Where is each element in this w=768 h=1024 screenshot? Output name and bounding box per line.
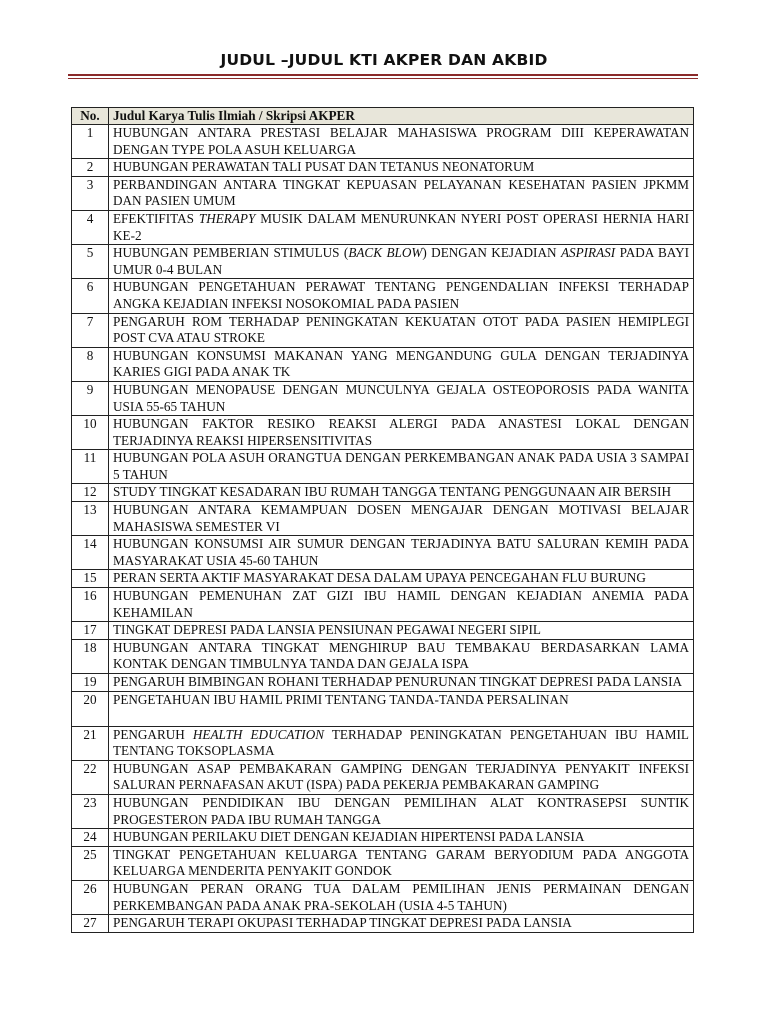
table-row	[72, 639, 694, 673]
title-text: HUBUNGAN PEMBERIAN STIMULUS (	[113, 245, 349, 261]
row-number: 2	[72, 159, 109, 177]
row-number: 1	[72, 125, 109, 159]
row-number: 9	[72, 381, 109, 415]
italic-term: BACK BLOW	[348, 245, 423, 261]
table-row	[72, 159, 694, 177]
page-title: JUDUL –JUDUL KTI AKPER DAN AKBID	[220, 51, 548, 69]
title-underline-thin	[68, 78, 698, 79]
italic-term: HEALTH EDUCATION	[192, 726, 325, 742]
row-number: 18	[72, 639, 109, 673]
title-text: MUSIK DALAM MENURUNKAN NYERI POST OPERASI HERNIA HARI KE-2	[113, 210, 690, 243]
table-row	[72, 691, 694, 726]
row-number: 3	[72, 176, 109, 210]
table-row	[72, 760, 694, 794]
table-row	[72, 245, 694, 279]
row-title: HUBUNGAN ANTARA PRESTASI BELAJAR MAHASISWA PROGRAM DIII KEPERAWATAN DENGAN TYPE POLA ASUH KELUARGA	[109, 125, 694, 159]
table-row	[72, 313, 694, 347]
row-number: 19	[72, 674, 109, 692]
row-number: 20	[72, 691, 109, 726]
table-row	[72, 502, 694, 536]
table-row	[72, 846, 694, 880]
italic-term: ASPIRASI	[560, 245, 616, 261]
table-row	[72, 416, 694, 450]
row-number: 5	[72, 245, 109, 279]
row-title: TINGKAT PENGETAHUAN KELUARGA TENTANG GARAM BERYODIUM PADA ANGGOTA KELUARGA MENDERITA PENYAKIT GONDOK	[109, 846, 694, 880]
row-title: HUBUNGAN PENGETAHUAN PERAWAT TENTANG PENGENDALIAN INFEKSI TERHADAP ANGKA KEJADIAN INFEKSI NOSOKOMIAL PADA PASIEN	[109, 279, 694, 313]
row-number: 13	[72, 502, 109, 536]
row-number: 24	[72, 829, 109, 847]
title-underline-thick	[68, 74, 698, 76]
row-title: HUBUNGAN PERAWATAN TALI PUSAT DAN TETANUS NEONATORUM	[109, 159, 694, 177]
row-title: PENGARUH TERAPI OKUPASI TERHADAP TINGKAT DEPRESI PADA LANSIA	[109, 915, 694, 933]
italic-term: THERAPY	[198, 210, 256, 226]
row-number: 12	[72, 484, 109, 502]
row-number: 26	[72, 880, 109, 914]
row-number: 10	[72, 416, 109, 450]
row-title	[109, 210, 694, 244]
row-number: 4	[72, 210, 109, 244]
row-title: HUBUNGAN KONSUMSI MAKANAN YANG MENGANDUNG GULA DENGAN TERJADINYA KARIES GIGI PADA ANAK TK	[109, 347, 694, 381]
table-row	[72, 450, 694, 484]
row-title: HUBUNGAN PERAN ORANG TUA DALAM PEMILIHAN JENIS PERMAINAN DENGAN PERKEMBANGAN PADA ANAK PRA-SEKOLAH (USIA 4-5 TAHUN)	[109, 880, 694, 914]
row-number: 7	[72, 313, 109, 347]
table-header-row	[72, 108, 694, 125]
row-number: 14	[72, 536, 109, 570]
row-title: PENGETAHUAN IBU HAMIL PRIMI TENTANG TANDA-TANDA PERSALINAN	[109, 691, 694, 726]
table-row	[72, 210, 694, 244]
row-title: TINGKAT DEPRESI PADA LANSIA PENSIUNAN PEGAWAI NEGERI SIPIL	[109, 622, 694, 640]
title-text: PADA BAYI UMUR 0-4 BULAN	[113, 245, 690, 277]
row-title: HUBUNGAN PEMENUHAN ZAT GIZI IBU HAMIL DENGAN KEJADIAN ANEMIA PADA KEHAMILAN	[109, 588, 694, 622]
row-title: HUBUNGAN MENOPAUSE DENGAN MUNCULNYA GEJALA OSTEOPOROSIS PADA WANITA USIA 55-65 TAHUN	[109, 381, 694, 415]
row-number: 25	[72, 846, 109, 880]
table-row	[72, 622, 694, 640]
row-title	[109, 726, 694, 760]
row-title: HUBUNGAN POLA ASUH ORANGTUA DENGAN PERKEMBANGAN ANAK PADA USIA 3 SAMPAI 5 TAHUN	[109, 450, 694, 484]
table-row	[72, 176, 694, 210]
table-row	[72, 794, 694, 828]
row-title: PERBANDINGAN ANTARA TINGKAT KEPUASAN PELAYANAN KESEHATAN PASIEN JPKMM DAN PASIEN UMUM	[109, 176, 694, 210]
table-row	[72, 880, 694, 914]
header-no: No.	[72, 108, 109, 125]
title-text: PENGARUH	[113, 726, 193, 742]
table-row	[72, 588, 694, 622]
row-title: PENGARUH ROM TERHADAP PENINGKATAN KEKUATAN OTOT PADA PASIEN HEMIPLEGI POST CVA ATAU STROKE	[109, 313, 694, 347]
row-number: 6	[72, 279, 109, 313]
row-title: STUDY TINGKAT KESADARAN IBU RUMAH TANGGA TENTANG PENGGUNAAN AIR BERSIH	[109, 484, 694, 502]
title-text: TERHADAP PENINGKATAN PENGETAHUAN IBU HAMIL TENTANG TOKSOPLASMA	[113, 726, 689, 759]
row-title: HUBUNGAN ANTARA TINGKAT MENGHIRUP BAU TEMBAKAU BERDASARKAN LAMA KONTAK DENGAN TIMBULNYA TANDA DAN GEJALA ISPA	[109, 639, 694, 673]
header-title: Judul Karya Tulis Ilmiah / Skripsi AKPER	[109, 108, 694, 125]
row-number: 22	[72, 760, 109, 794]
row-title: PERAN SERTA AKTIF MASYARAKAT DESA DALAM UPAYA PENCEGAHAN FLU BURUNG	[109, 570, 694, 588]
table-row	[72, 381, 694, 415]
table-body	[72, 125, 694, 933]
row-title	[109, 245, 694, 279]
kti-title-table	[71, 107, 694, 933]
row-title: HUBUNGAN PERILAKU DIET DENGAN KEJADIAN HIPERTENSI PADA LANSIA	[109, 829, 694, 847]
table-row	[72, 484, 694, 502]
row-number: 21	[72, 726, 109, 760]
row-title: HUBUNGAN KONSUMSI AIR SUMUR DENGAN TERJADINYA BATU SALURAN KEMIH PADA MASYARAKAT USIA 45-60 TAHUN	[109, 536, 694, 570]
row-title: HUBUNGAN FAKTOR RESIKO REAKSI ALERGI PADA ANASTESI LOKAL DENGAN TERJADINYA REAKSI HIPERSENSITIVITAS	[109, 416, 694, 450]
title-text: EFEKTIFITAS	[113, 210, 199, 226]
row-number: 16	[72, 588, 109, 622]
row-title: HUBUNGAN ASAP PEMBAKARAN GAMPING DENGAN TERJADINYA PENYAKIT INFEKSI SALURAN PERNAFASAN AKUT (ISPA) PADA PEKERJA PEMBAKARAN GAMPING	[109, 760, 694, 794]
row-number: 27	[72, 915, 109, 933]
table-row	[72, 829, 694, 847]
table-row	[72, 125, 694, 159]
row-number: 8	[72, 347, 109, 381]
row-number: 17	[72, 622, 109, 640]
table-row	[72, 674, 694, 692]
table-row	[72, 279, 694, 313]
row-number: 15	[72, 570, 109, 588]
row-title: HUBUNGAN PENDIDIKAN IBU DENGAN PEMILIHAN ALAT KONTRASEPSI SUNTIK PROGESTERON PADA IBU RUMAH TANGGA	[109, 794, 694, 828]
table-row	[72, 347, 694, 381]
row-title: PENGARUH BIMBINGAN ROHANI TERHADAP PENURUNAN TINGKAT DEPRESI PADA LANSIA	[109, 674, 694, 692]
title-text: ) DENGAN KEJADIAN	[422, 245, 561, 261]
row-number: 23	[72, 794, 109, 828]
row-number: 11	[72, 450, 109, 484]
table-row	[72, 726, 694, 760]
table-row	[72, 570, 694, 588]
table-row	[72, 536, 694, 570]
table-row	[72, 915, 694, 933]
row-title: HUBUNGAN ANTARA KEMAMPUAN DOSEN MENGAJAR DENGAN MOTIVASI BELAJAR MAHASISWA SEMESTER VI	[109, 502, 694, 536]
